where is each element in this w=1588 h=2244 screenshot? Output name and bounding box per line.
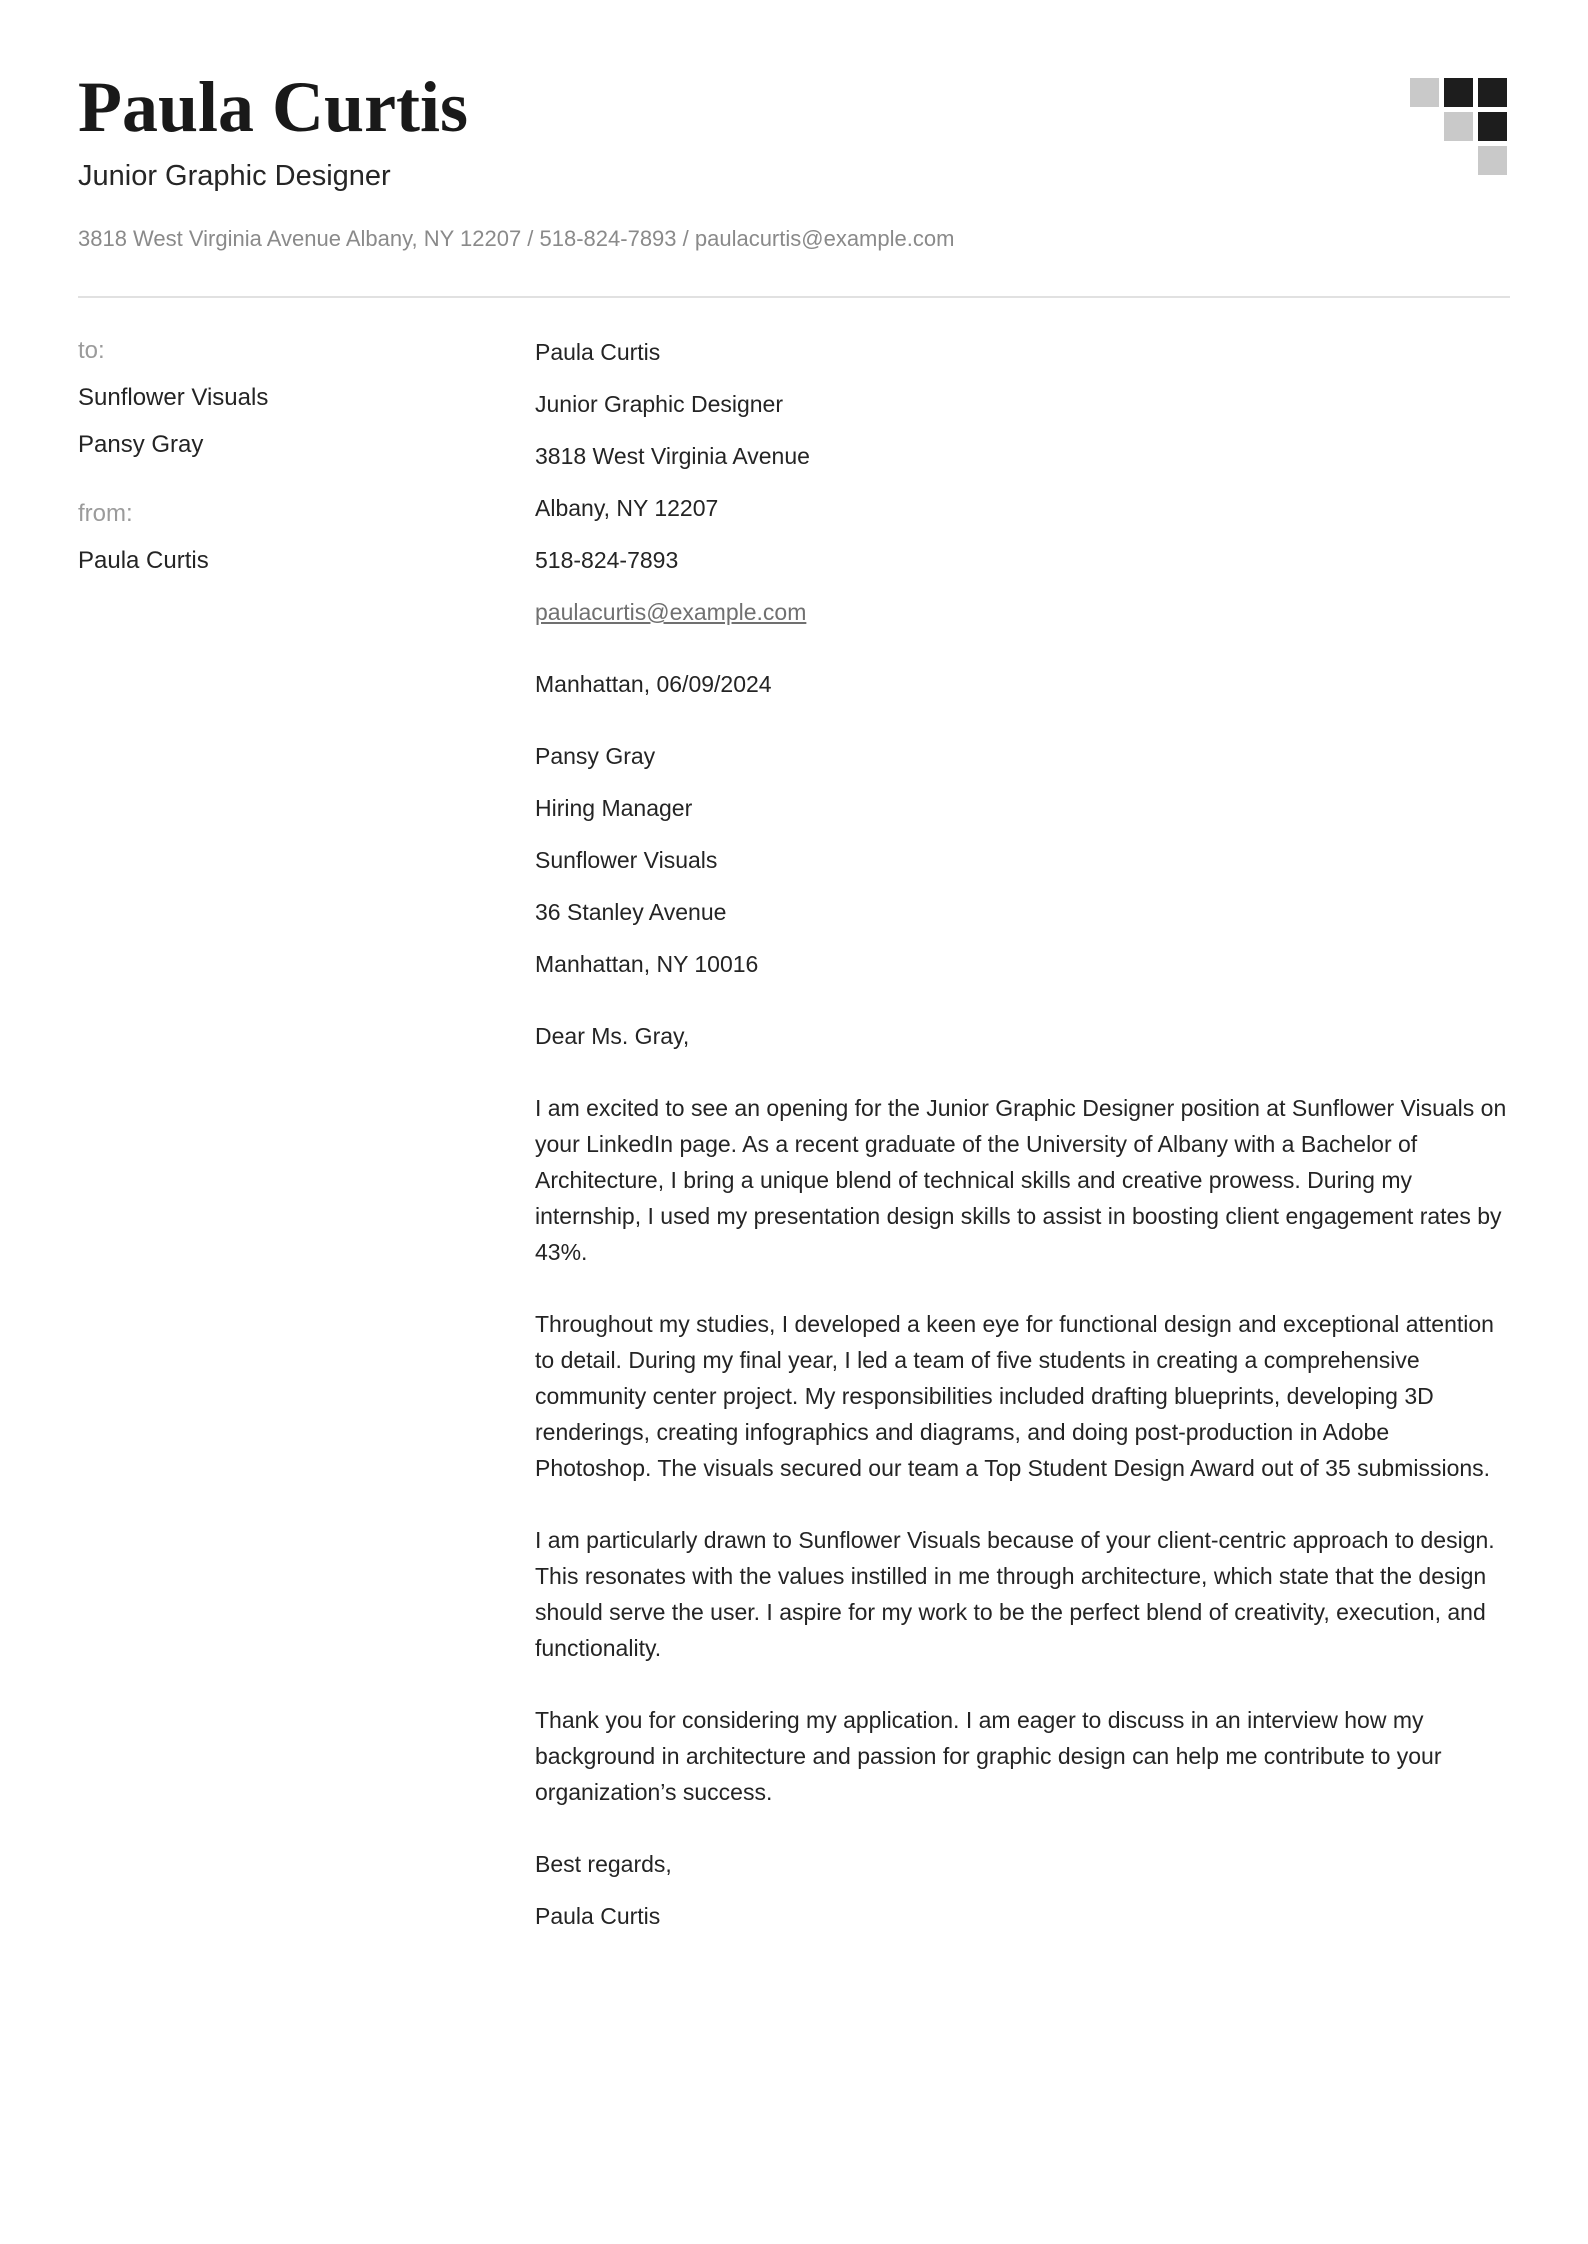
addressing-sidebar xyxy=(78,334,535,1950)
recipient-address-line2: Manhattan, NY 10016 xyxy=(535,950,759,977)
paragraph-studies: Throughout my studies, I developed a keen eye for functional design and exceptional attention to detail. During my final year, I led a team of five students in creating a comprehensive community center project. My responsibilities included drafting blueprints, developing 3D renderings, creating infographics and diagrams, and doing post-production in Adobe Photoshop. The visuals secured our team a Top Student Design Award out of 35 submissions. xyxy=(535,1310,1494,1481)
from-label: from: xyxy=(78,499,133,527)
page-title: Paula Curtis xyxy=(78,67,469,147)
sender-email-line xyxy=(535,594,1510,630)
paragraph-intro: I am excited to see an opening for the Junior Graphic Designer position at Sunflower Visuals on your LinkedIn page. As a recent graduate of the University of Albany with a Bachelor of Architecture, I bring a unique blend of technical skills and creative prowess. During my internship, I used my presentation design skills to assist in boosting client engagement rates by 43%. xyxy=(535,1094,1507,1265)
recipient-company: Sunflower Visuals xyxy=(535,846,718,873)
to-person: Pansy Gray xyxy=(78,430,204,458)
paragraph-motivation: I am particularly drawn to Sunflower Visuals because of your client-centric approach to design. This resonates with the values instilled in me through architecture, which state that the design should serve the user. I aspire for my work to be the perfect blend of creativity, execution, and functionality. xyxy=(535,1526,1495,1661)
logo-square-light xyxy=(1478,146,1507,175)
recipient-title: Hiring Manager xyxy=(535,794,693,821)
logo-square-light xyxy=(1444,112,1473,141)
to-label: to: xyxy=(78,336,105,364)
letter-body xyxy=(535,334,1510,1950)
logo-square-light xyxy=(1410,78,1439,107)
salutation: Dear Ms. Gray, xyxy=(535,1022,690,1049)
sender-phone: 518-824-7893 xyxy=(535,546,679,573)
logo-square-dark xyxy=(1478,78,1507,107)
sender-address-line1: 3818 West Virginia Avenue xyxy=(535,442,810,469)
logo-cell-empty xyxy=(1410,112,1439,141)
logo-grid xyxy=(1410,78,1507,175)
from-person: Paula Curtis xyxy=(78,546,209,574)
to-company: Sunflower Visuals xyxy=(78,383,269,411)
closing: Best regards, xyxy=(535,1850,672,1877)
header-divider xyxy=(78,296,1510,298)
recipient-name: Pansy Gray xyxy=(535,742,656,769)
job-title: Junior Graphic Designer xyxy=(78,159,391,192)
sender-email-link[interactable]: paulacurtis@example.com xyxy=(535,598,807,625)
recipient-address-line1: 36 Stanley Avenue xyxy=(535,898,727,925)
sender-address-line2: Albany, NY 12207 xyxy=(535,494,719,521)
logo-square-dark xyxy=(1444,78,1473,107)
logo-cell-empty xyxy=(1410,146,1439,175)
signature: Paula Curtis xyxy=(535,1902,661,1929)
letter-content xyxy=(78,334,1510,1950)
date-line: Manhattan, 06/09/2024 xyxy=(535,670,772,697)
header-contact-line: 3818 West Virginia Avenue Albany, NY 12207 / 518-824-7893 / paulacurtis@example.com xyxy=(78,225,955,251)
sender-title: Junior Graphic Designer xyxy=(535,390,784,417)
sender-name: Paula Curtis xyxy=(535,338,661,365)
logo-square-dark xyxy=(1478,112,1507,141)
logo-cell-empty xyxy=(1444,146,1473,175)
paragraph-thanks: Thank you for considering my application. I am eager to discuss in an interview how my background in architecture and passion for graphic design can help me contribute to your organization’s success. xyxy=(535,1706,1442,1805)
